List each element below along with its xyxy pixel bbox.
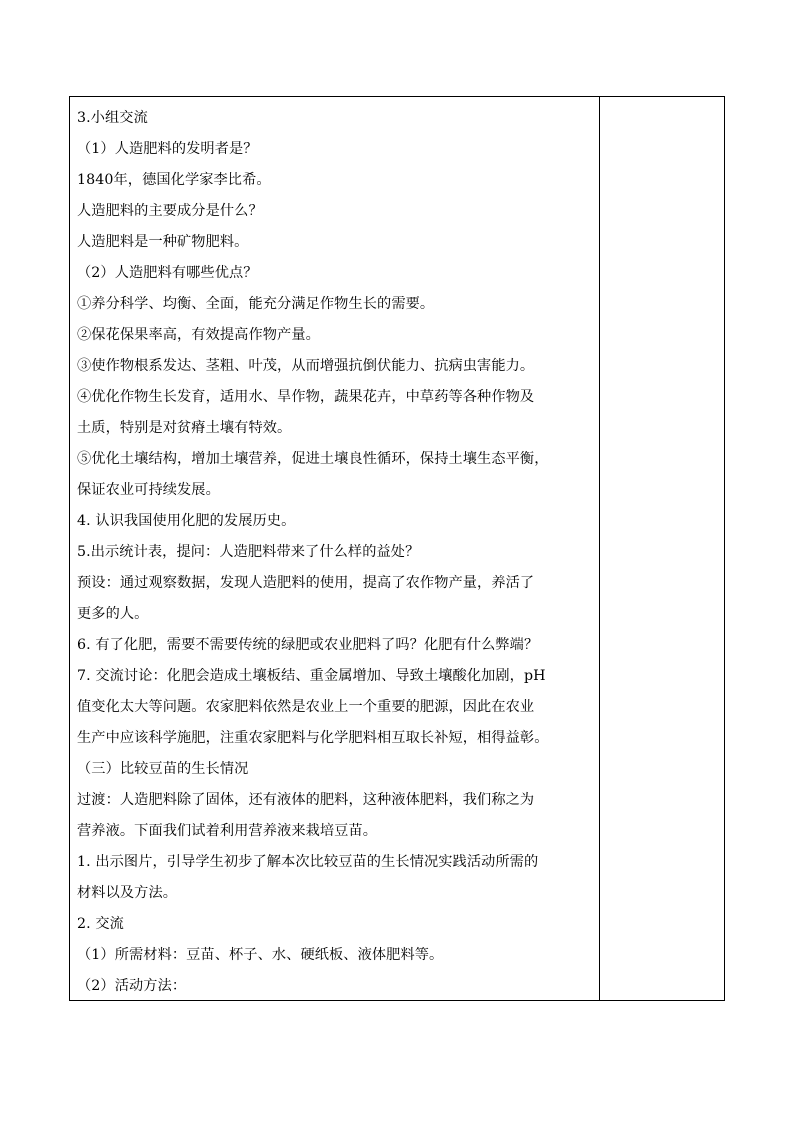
content-cell xyxy=(70,97,600,1000)
question-line: （1）人造肥料的发明者是？ xyxy=(77,141,258,157)
paragraph-line: 营养液。下面我们试着利用营养液来栽培豆苗。 xyxy=(77,823,378,839)
paragraph-line: 材料以及方法。 xyxy=(77,885,178,901)
question-line: 人造肥料的主要成分是什么？ xyxy=(77,203,263,219)
list-item-continued: 土质，特别是对贫瘠土壤有特效。 xyxy=(77,420,292,436)
list-item-continued: 保证农业可持续发展。 xyxy=(77,482,220,498)
list-item: （2）活动方法： xyxy=(77,978,187,994)
lesson-table xyxy=(69,96,725,1001)
step-line: 2. 交流 xyxy=(77,916,124,932)
list-item: ⑤优化土壤结构，增加土壤营养，促进土壤良性循环，保持土壤生态平衡， xyxy=(77,451,549,467)
section-heading: 3.小组交流 xyxy=(77,110,148,126)
question-line: （2）人造肥料有哪些优点？ xyxy=(77,265,258,281)
answer-line: 1840年，德国化学家李比希。 xyxy=(77,172,271,188)
paragraph-line: 值变化太大等问题。农家肥料依然是农业上一个重要的肥源，因此在农业 xyxy=(77,699,535,715)
step-line: 6. 有了化肥，需要不需要传统的绿肥或农业肥料了吗？化肥有什么弊端？ xyxy=(77,637,539,653)
step-line: 1. 出示图片，引导学生初步了解本次比较豆苗的生长情况实践活动所需的 xyxy=(77,854,539,870)
paragraph-line: 预设：通过观察数据，发现人造肥料的使用，提高了农作物产量，养活了 xyxy=(77,575,535,591)
list-item: （1）所需材料：豆苗、杯子、水、硬纸板、液体肥料等。 xyxy=(77,947,444,963)
list-item: ③使作物根系发达、茎粗、叶茂，从而增强抗倒伏能力、抗病虫害能力。 xyxy=(77,358,535,374)
notes-cell xyxy=(600,97,724,1000)
paragraph-line: 更多的人。 xyxy=(77,606,149,622)
step-line: 4. 认识我国使用化肥的发展历史。 xyxy=(77,513,296,529)
list-item: ④优化作物生长发育，适用水、旱作物，蔬果花卉，中草药等各种作物及 xyxy=(77,389,535,405)
answer-line: 人造肥料是一种矿物肥料。 xyxy=(77,234,249,250)
list-item: ②保花保果率高，有效提高作物产量。 xyxy=(77,327,320,343)
paragraph-line: 生产中应该科学施肥，注重农家肥料与化学肥料相互取长补短，相得益彰。 xyxy=(77,730,549,746)
paragraph-line: 过渡：人造肥料除了固体，还有液体的肥料，这种液体肥料，我们称之为 xyxy=(77,792,535,808)
step-line: 5.出示统计表，提问：人造肥料带来了什么样的益处？ xyxy=(77,544,420,560)
step-line: 7. 交流讨论：化肥会造成土壤板结、重金属增加、导致土壤酸化加剧，pH xyxy=(77,668,546,684)
section-heading: （三）比较豆苗的生长情况 xyxy=(77,761,249,777)
list-item: ①养分科学、均衡、全面，能充分满足作物生长的需要。 xyxy=(77,296,435,312)
